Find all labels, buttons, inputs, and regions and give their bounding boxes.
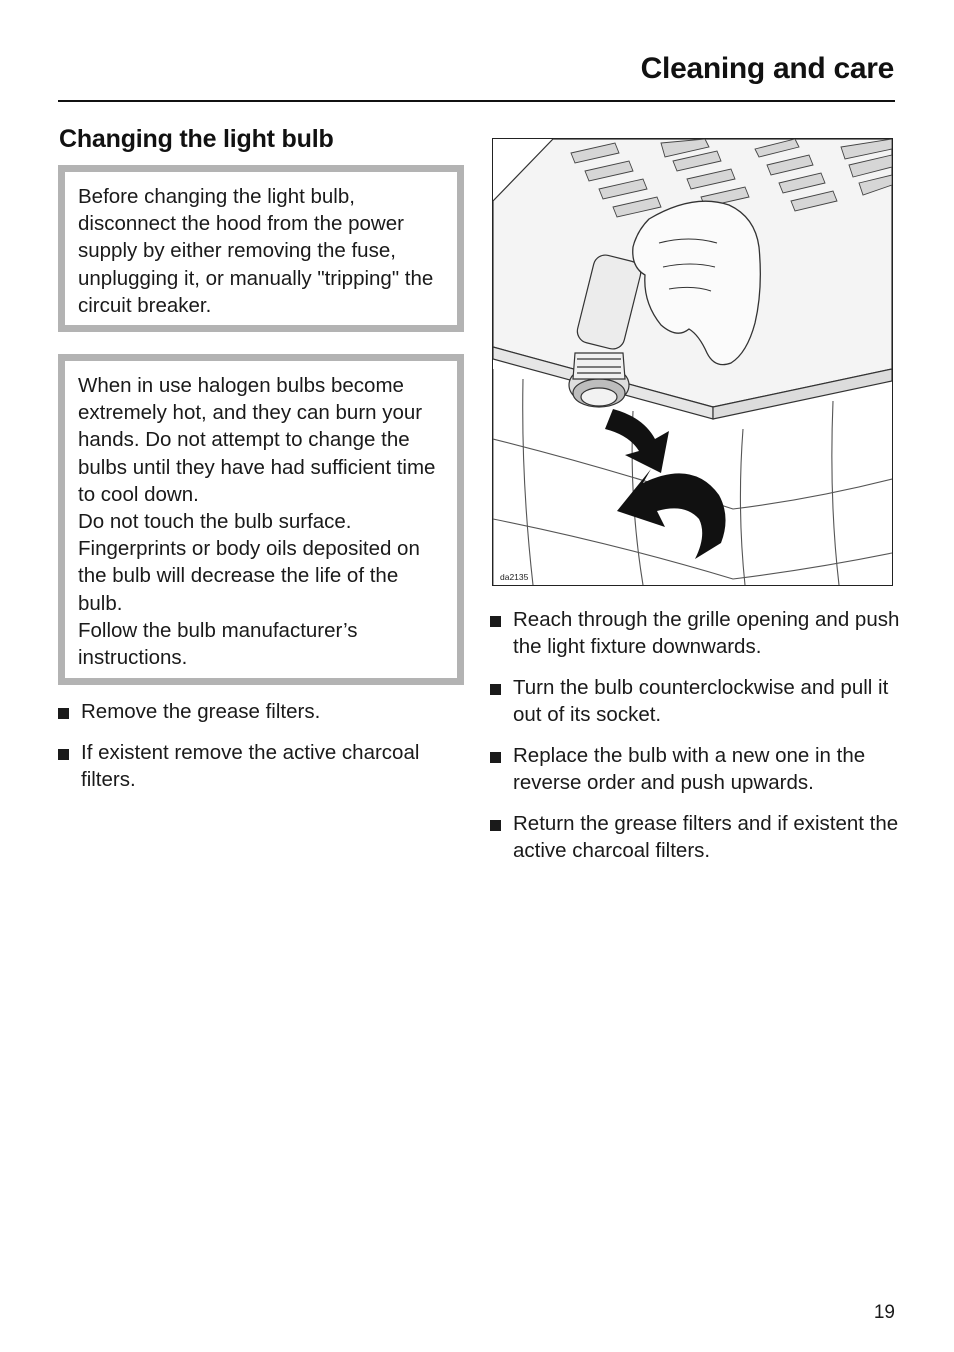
list-item [58, 698, 468, 725]
step-text: If existent remove the active charcoal filters. [81, 740, 420, 791]
header-divider [58, 100, 895, 102]
step-text: Reach through the grille opening and push the light fixture downwards. [513, 608, 900, 659]
light-bulb-illustration [492, 138, 893, 586]
warning-text: When in use halogen bulbs become extremely hot, and they can burn your hands. Do not attempt to change the bulbs until they have had sufficient time to cool down. [78, 374, 436, 506]
step-text: Return the grease filters and if existent the active charcoal filters. [513, 811, 899, 862]
step-text: Remove the grease filters. [81, 700, 321, 723]
warning-text: Before changing the light bulb, disconnect the hood from the power supply by either removing the fuse, unplugging it, or manually "tripping" the circuit breaker. [78, 185, 434, 317]
steps-list-right [490, 606, 900, 878]
square-bullet-icon [490, 616, 501, 627]
warning-box-halogen [58, 354, 464, 685]
list-item [490, 810, 900, 864]
section-title: Changing the light bulb [59, 125, 334, 153]
square-bullet-icon [58, 749, 69, 760]
warning-text: Follow the bulb manufacturer’s instructions. [78, 618, 358, 670]
step-text: Turn the bulb counterclockwise and pull it out of its socket. [513, 675, 889, 727]
steps-list-left [58, 698, 468, 807]
list-item [490, 606, 900, 660]
warning-box-power [58, 165, 464, 332]
list-item [490, 674, 900, 728]
page-header-title: Cleaning and care [640, 52, 894, 85]
square-bullet-icon [490, 820, 501, 831]
warning-text: Do not touch the bulb surface. Fingerprints or body oils deposited on the bulb will decrease the life of the bulb. [78, 510, 420, 615]
figure-code: da2135 [500, 572, 529, 582]
step-text: Replace the bulb with a new one in the reverse order and push upwards. [513, 743, 866, 795]
square-bullet-icon [58, 708, 69, 719]
list-item [490, 742, 900, 796]
list-item [58, 739, 468, 793]
square-bullet-icon [490, 752, 501, 763]
square-bullet-icon [490, 684, 501, 695]
hood-underside-drawing [493, 139, 892, 585]
page-number: 19 [873, 1302, 895, 1323]
